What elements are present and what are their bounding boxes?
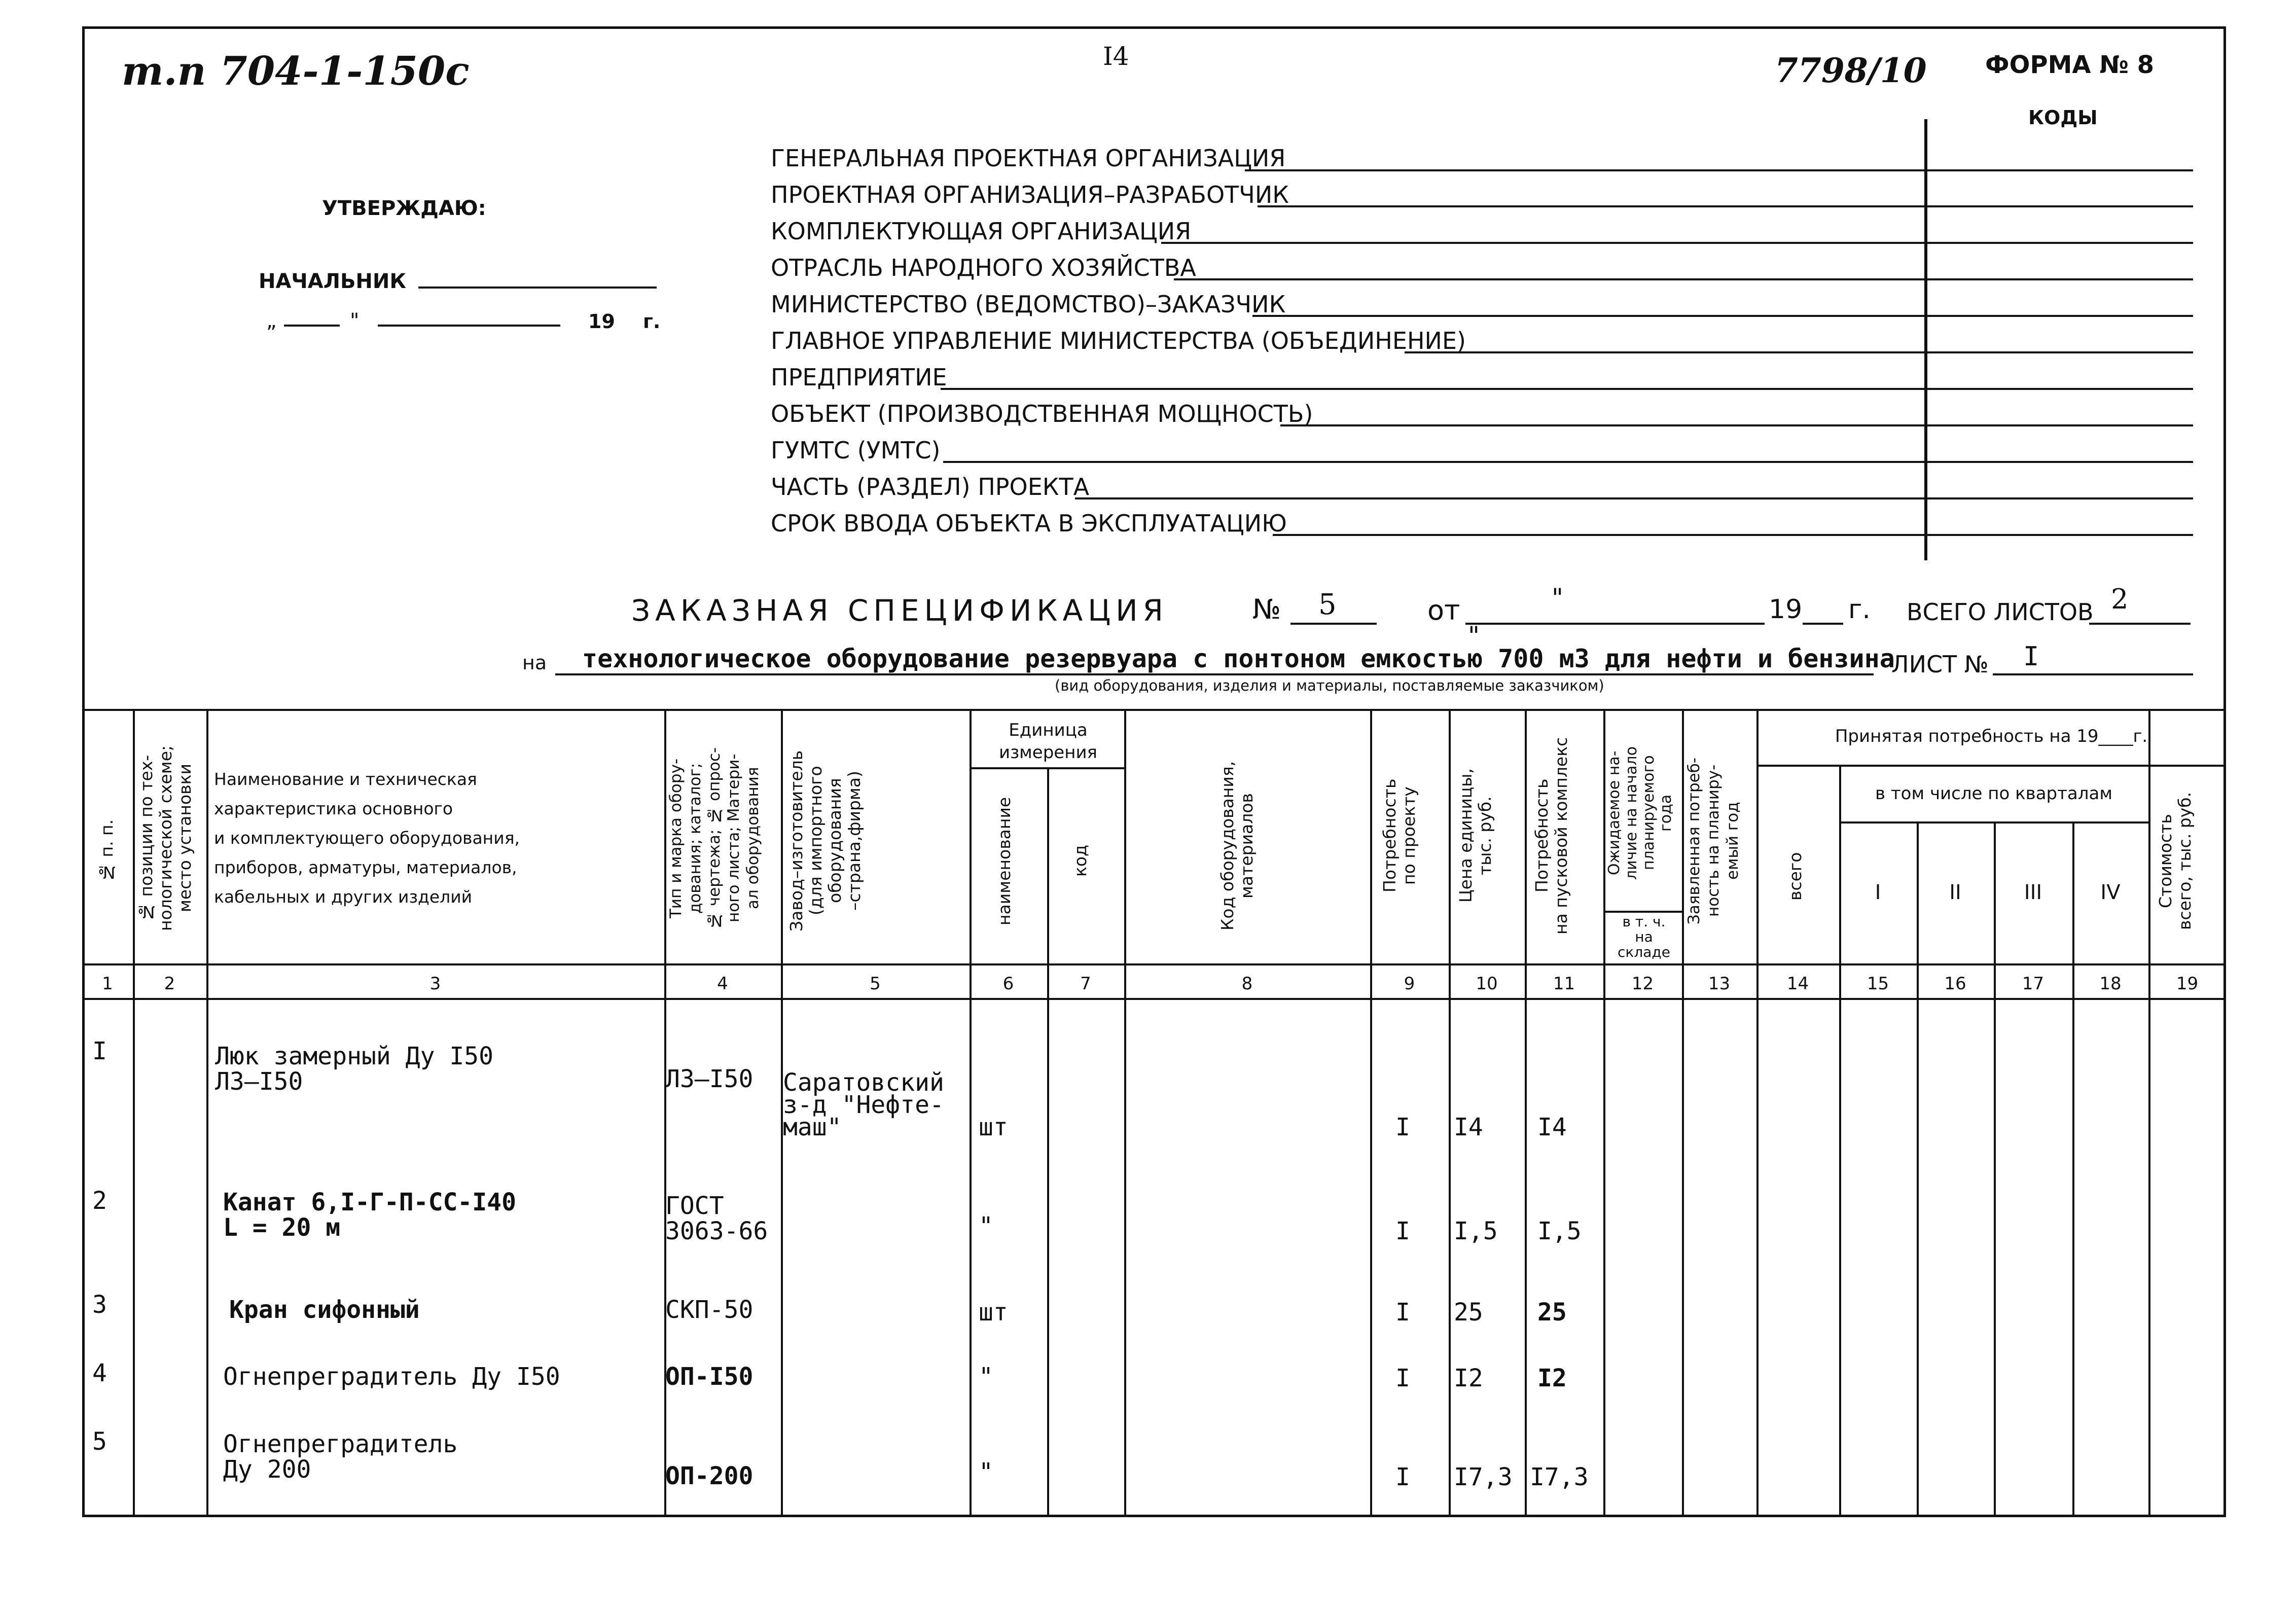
codes-label: КОДЫ — [2028, 106, 2098, 129]
row-number: 2 — [92, 1187, 107, 1215]
row-name: Люк замерный Ду I50 ЛЗ–I50 — [215, 1042, 494, 1096]
col-divider — [1756, 709, 1759, 1517]
col-number: 1 — [102, 974, 113, 994]
page-number: I4 — [1103, 42, 1129, 71]
row-unit: " — [979, 1363, 993, 1391]
col-divider — [206, 709, 208, 1517]
row-name: Канат 6,I-Г-П-СС-I40 L = 20 м — [223, 1188, 516, 1242]
col-divider — [1839, 765, 1841, 1517]
col-divider — [1449, 709, 1451, 1517]
quote-close: " — [350, 309, 360, 333]
row-type: ОП-200 — [665, 1462, 754, 1490]
header-c12: Ожидаемое на- личие на начало планируемого года — [1605, 746, 1675, 880]
chief-signature-line — [418, 287, 657, 289]
month-line — [378, 325, 560, 327]
row-price: 25 — [1454, 1298, 1483, 1327]
row-number: I — [92, 1037, 107, 1065]
col-divider — [1047, 767, 1049, 1517]
col-divider — [2072, 821, 2074, 1517]
date-year: 19 — [588, 310, 615, 333]
row-name: Кран сифонный — [229, 1296, 420, 1324]
spec-sheets-line — [2089, 623, 2191, 625]
spec-title: ЗАКАЗНАЯ СПЕЦИФИКАЦИЯ — [631, 593, 1168, 628]
spec-number-line — [1290, 623, 1377, 625]
table-top-border — [82, 709, 2226, 711]
col-divider — [1682, 709, 1684, 1517]
col-divider — [1370, 709, 1372, 1517]
row-price: I4 — [1454, 1113, 1483, 1141]
spec-table — [82, 709, 2226, 1517]
row-number: 5 — [92, 1427, 107, 1456]
row-unit: " — [979, 1458, 993, 1486]
header-c14: всего — [1785, 852, 1805, 901]
row-type: ОП-I50 — [665, 1363, 754, 1391]
row-unit: шт — [979, 1113, 1008, 1141]
col-number: 13 — [1708, 974, 1731, 994]
spec-date-quote-open: " — [1552, 583, 1563, 613]
row-total: 25 — [1537, 1298, 1567, 1327]
row-qty: I — [1395, 1364, 1410, 1392]
row-name: Огнепреградитель Ду 200 — [223, 1430, 458, 1484]
row-type: СКП-50 — [665, 1296, 754, 1324]
col-number: 2 — [164, 974, 175, 994]
row-maker: Саратовский з-д "Нефте- маш" — [783, 1068, 944, 1141]
col-number: 19 — [2176, 974, 2199, 994]
sheet-value: I — [2023, 641, 2039, 672]
field-line — [1258, 205, 2193, 207]
col-number: 14 — [1786, 974, 1809, 994]
chief-label: НАЧАЛЬНИК — [259, 270, 407, 293]
sheet-line — [1993, 673, 2193, 675]
col-divider — [970, 709, 972, 1517]
field-label: ГЛАВНОЕ УПРАВЛЕНИЕ МИНИСТЕРСТВА (ОБЪЕДИНЕНИЕ) — [771, 327, 1466, 354]
col-divider — [1124, 709, 1126, 1517]
c12-sub-line — [1603, 911, 1682, 913]
header-c11: Потребность на пусковой комплекс — [1532, 737, 1571, 935]
header-accepted: Принятая потребность на 19____г. — [1835, 726, 2148, 746]
field-line — [943, 461, 2193, 463]
row-number: 3 — [92, 1291, 107, 1319]
field-line — [1161, 242, 2193, 244]
col-number: 6 — [1002, 974, 1014, 994]
col-number: 12 — [1631, 974, 1654, 994]
field-line — [1075, 497, 2193, 499]
header-c5: Завод–изготовитель (для импортного оборудования –страна,фирма) — [786, 750, 864, 932]
header-c1: № п. п. — [97, 819, 117, 883]
row-qty: I — [1395, 1463, 1410, 1491]
field-line — [1405, 351, 2193, 353]
header-c10: Цена единицы, тыс. руб. — [1456, 768, 1495, 903]
subject-line — [555, 673, 1874, 675]
row-total: I,5 — [1537, 1217, 1582, 1245]
form-number: ФОРМА № 8 — [1985, 51, 2155, 79]
col-divider — [1525, 709, 1527, 1517]
row-total: I7,3 — [1530, 1463, 1589, 1491]
field-line — [1252, 315, 2193, 317]
header-c15: I — [1875, 881, 1881, 904]
col-number: 11 — [1553, 974, 1575, 994]
spec-year-suffix: г. — [1848, 594, 1871, 625]
col-number: 16 — [1944, 974, 1966, 994]
inventory-number: 7798/10 — [1775, 51, 1927, 90]
field-line — [1245, 169, 2193, 171]
field-label: ПРОЕКТНАЯ ОРГАНИЗАЦИЯ–РАЗРАБОТЧИК — [771, 181, 1289, 208]
sheet-label: ЛИСТ № — [1891, 651, 1989, 678]
spec-from-label: от — [1427, 594, 1460, 626]
day-line — [284, 325, 340, 327]
header-c12b: в т. ч. на складе — [1618, 913, 1670, 960]
date-suffix: г. — [643, 310, 661, 333]
row-price: I,5 — [1454, 1217, 1498, 1245]
row-type: ЛЗ–I50 — [665, 1065, 754, 1093]
header-c8: Код оборудования, материалов — [1217, 761, 1257, 931]
header-c17: III — [2024, 881, 2042, 904]
subject-on-label: на — [522, 652, 547, 674]
col-divider — [133, 709, 135, 1517]
subject-text: технологическое оборудование резервуара с понтоном емкостью 700 м3 для нефти и бензина — [582, 644, 1895, 673]
field-label: КОМПЛЕКТУЮЩАЯ ОРГАНИЗАЦИЯ — [771, 218, 1192, 245]
row-price: I7,3 — [1454, 1463, 1513, 1491]
spec-sheets-value: 2 — [2111, 583, 2129, 615]
col-number: 17 — [2022, 974, 2044, 994]
header-quarters: в том числе по кварталам — [1875, 783, 2112, 804]
col-divider — [2148, 709, 2150, 1517]
spec-year-label: 19 — [1769, 594, 1803, 625]
field-label: ЧАСТЬ (РАЗДЕЛ) ПРОЕКТА — [771, 473, 1090, 500]
spec-date-quote-close: " — [1468, 621, 1480, 651]
header-c4: Тип и марка обору- дования; каталог; № чертежа; № опрос- ного листа; Матери- ал оборудования — [667, 747, 762, 929]
field-label: ОТРАСЛЬ НАРОДНОГО ХОЗЯЙСТВА — [771, 254, 1196, 281]
header-c9: Потребность по проекту — [1380, 778, 1419, 893]
field-line — [941, 388, 2193, 390]
col-number: 5 — [870, 974, 881, 994]
row-total: I2 — [1537, 1364, 1567, 1392]
field-label: ГУМТС (УМТС) — [771, 437, 941, 464]
header-c13: Заявленная потреб- ность на планиру- емый год — [1685, 757, 1742, 924]
row-price: I2 — [1454, 1364, 1483, 1392]
row-type: ГОСТ 3063-66 — [665, 1192, 768, 1245]
spec-number-value: 5 — [1318, 588, 1337, 621]
header-c18: IV — [2100, 881, 2121, 904]
field-label: СРОК ВВОДА ОБЪЕКТА В ЭКСПЛУАТАЦИЮ — [771, 510, 1287, 537]
col-number: 10 — [1476, 974, 1498, 994]
quote-open: „ — [266, 309, 277, 333]
spec-date-line — [1465, 623, 1765, 625]
header-c3: Наименование и техническая характеристика основного и комплектующего оборудования, приборов, арматуры, материалов, кабельных и других изделий — [214, 769, 520, 907]
doc-reference: т.п 704-1-150с — [122, 48, 470, 94]
col-number: 18 — [2099, 974, 2122, 994]
col-number: 8 — [1241, 974, 1253, 994]
row-qty: I — [1395, 1298, 1410, 1327]
field-label: ПРЕДПРИЯТИЕ — [771, 364, 947, 391]
header-c19: Стоимость всего, тыс. руб. — [2156, 792, 2195, 930]
spec-sheets-label: ВСЕГО ЛИСТОВ — [1907, 598, 2094, 626]
codes-divider — [1924, 119, 1927, 560]
row-qty: I — [1395, 1217, 1410, 1245]
approve-title: УТВЕРЖДАЮ: — [322, 197, 486, 220]
spec-year-line — [1803, 623, 1843, 625]
row-name: Огнепреградитель Ду I50 — [223, 1363, 560, 1391]
header-c2: № позиции по тех- нологической схеме; место установки — [136, 745, 195, 932]
col-number: 15 — [1867, 974, 1889, 994]
field-label: ГЕНЕРАЛЬНАЯ ПРОЕКТНАЯ ОРГАНИЗАЦИЯ — [771, 145, 1286, 172]
row-unit: " — [979, 1212, 993, 1240]
col-number: 7 — [1080, 974, 1091, 994]
col-number: 4 — [717, 974, 728, 994]
col-number: 9 — [1404, 974, 1415, 994]
col-divider — [1917, 821, 1919, 1517]
field-line — [1280, 424, 2193, 426]
col-divider — [1994, 821, 1996, 1517]
header-bottom-line — [82, 963, 2226, 965]
subject-caption: (вид оборудования, изделия и материалы, поставляемые заказчиком) — [1055, 677, 1604, 694]
row-total: I4 — [1537, 1113, 1567, 1141]
row-qty: I — [1395, 1113, 1410, 1141]
col-number: 3 — [429, 974, 441, 994]
field-line — [1273, 534, 2193, 536]
field-label: ОБЪЕКТ (ПРОИЗВОДСТВЕННАЯ МОЩНОСТЬ) — [771, 400, 1313, 427]
row-number: 4 — [92, 1359, 107, 1387]
header-c6: наименование — [994, 797, 1014, 925]
row-unit: шт — [979, 1298, 1008, 1327]
column-number-line — [82, 998, 2226, 1000]
header-c7: код — [1070, 845, 1090, 877]
spec-number-label: № — [1252, 593, 1281, 625]
header-unit: Единица измерения — [998, 720, 1098, 763]
header-c16: II — [1949, 881, 1961, 904]
field-line — [1174, 278, 2193, 280]
field-label: МИНИСТЕРСТВО (ВЕДОМСТВО)–ЗАКАЗЧИК — [771, 291, 1286, 318]
